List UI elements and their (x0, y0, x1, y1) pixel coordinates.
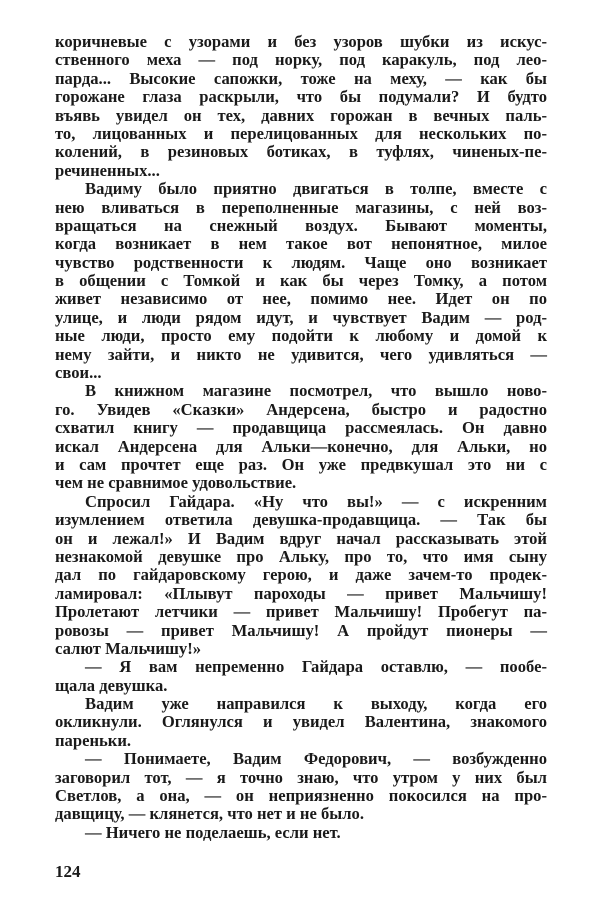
page-number: 124 (55, 862, 81, 881)
text-line: он и лежал!» И Вадим вдруг начал рассказывать этой (55, 528, 547, 548)
paragraph-first-line: Вадим уже направился к выходу, когда его (85, 694, 547, 714)
text-line: искал Андерсена для Альки—конечно, для Альки, но (55, 436, 547, 456)
text-line: окликнули. Оглянулся и увидел Валентина, знакомого (55, 712, 547, 732)
paragraph-first-line: В книжном магазине посмотрел, что вышло ново- (85, 381, 547, 401)
text-line: Пролетают летчики — привет Мальчишу! Пробегут па- (55, 602, 547, 622)
text-line: колений, в резиновых ботиках, в туфлях, чиненых-пе- (55, 142, 547, 162)
text-line: ровозы — привет Мальчишу! А пройдут пионеры — (55, 620, 547, 640)
text-line: коричневые с узорами и без узоров шубки из искус- (55, 32, 547, 51)
text-line: парда... Высокие сапожки, тоже на меху, — как бы (55, 68, 547, 88)
text-line: Светлов, а она, — он неприязненно покосился на про- (55, 786, 547, 806)
text-line: чем не сравнимое удовольствие. (55, 473, 297, 493)
text-line: изумлением ответила девушка-продавщица. — Так бы (55, 510, 547, 530)
text-line: улице, и люди рядом идут, и чувствует Вадим — род- (55, 307, 547, 327)
text-line: и сам прочтет еще раз. Он уже предвкушал это ни с (55, 454, 547, 474)
text-line: заговорил тот, — я точно знаю, что утром у них был (55, 767, 547, 787)
text-line: схватил книгу — продавщица рассмеялась. Он давно (55, 418, 547, 438)
text-line: нею вливаться в переполненные магазины, с ней воз- (55, 197, 547, 217)
text-line: незнакомой девушке про Альку, про то, что имя сыну (55, 546, 547, 566)
text-line: горожане глаза раскрыли, что бы подумали? И будто (55, 87, 547, 107)
text-line: ственного меха — под норку, под каракуль, под лео- (55, 50, 547, 70)
paragraph-first-line: — Я вам непременно Гайдара оставлю, — пообе- (85, 657, 547, 677)
text-line: нему зайти, и никто не удивится, чего удивляться — (55, 344, 547, 364)
text-line: щала девушка. (55, 675, 168, 695)
paragraph-first-line: Спросил Гайдара. «Ну что вы!» — с искренним (85, 491, 547, 511)
text-line: го. Увидев «Сказки» Андерсена, быстро и радостно (55, 399, 547, 419)
text-line: ные люди, просто ему подойти к любому и домой к (55, 326, 547, 346)
text-line: свои... (55, 363, 102, 383)
text-line: вращаться на снежный воздух. Бывают моменты, (55, 215, 547, 235)
text-line: то, лицованных и перелицованных для нескольких по- (55, 123, 547, 143)
text-line: давщицу, — клянется, что нет и не было. (55, 804, 364, 824)
text-line: речиненных... (55, 160, 160, 180)
text-line: салют Мальчишу!» (55, 638, 202, 658)
text-line: живет независимо от нее, помимо нее. Идет он по (55, 289, 547, 309)
text-line: когда возникает в нем такое вот непонятное, милое (55, 234, 547, 254)
text-line: дал по гайдаровскому герою, и даже зачем-то продек- (55, 565, 547, 585)
paragraph-first-line: Вадиму было приятно двигаться в толпе, вместе с (85, 179, 547, 199)
paragraph-first-line: — Ничего не поделаешь, если нет. (85, 822, 341, 842)
text-line: пареньки. (55, 730, 132, 750)
paragraph-first-line: — Понимаете, Вадим Федорович, — возбужденно (85, 749, 547, 769)
text-line: чувство родственности к людям. Чаще оно возникает (55, 252, 547, 272)
text-line: в общении с Томкой и как бы через Томку, а потом (55, 271, 547, 291)
page-body-text (55, 33, 547, 842)
text-line: ламировал: «Плывут пароходы — привет Мальчишу! (55, 583, 547, 603)
text-line: въявь увидел он тех, давних горожан в вечных паль- (55, 105, 547, 125)
